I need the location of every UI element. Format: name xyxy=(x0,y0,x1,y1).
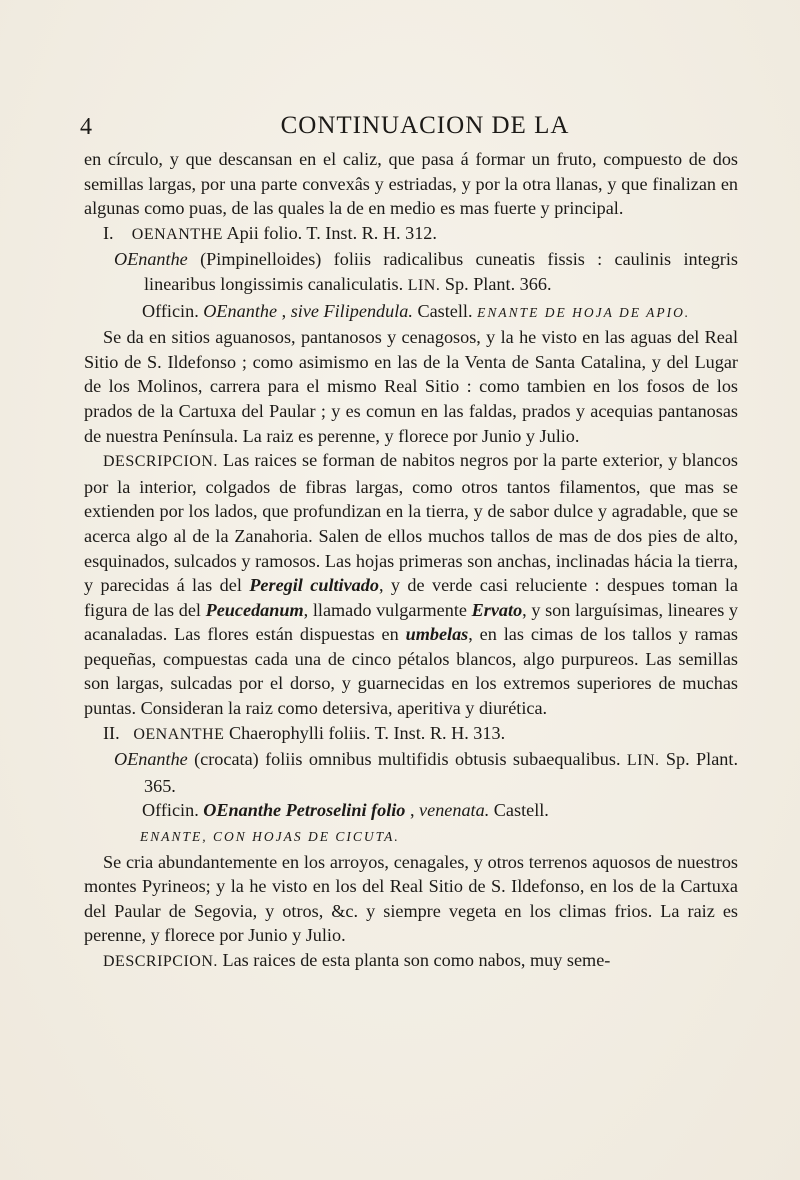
page-header xyxy=(80,112,740,152)
species-2-common-name: ENANTE, CON HOJAS DE CICUTA. xyxy=(140,829,400,845)
species-1-description: DESCRIPCION. Las raices se forman de nabitos negros por la parte exterior, y blancos por la interior, colgados de fibras largas, como otros tantos filamentos, que mas se extienden por los lados, que profundizan en la tierra, y de sabor dulce y agradable, que se acerca algo al de la Zanahoria. Salen de ellos muchos tallos de mas de dos pies de alto, esquinados, sulcados y ramosos. Las hojas primeras son anchas, inclinadas hácia la tierra, y parecidas á las del Peregil cultivado, y de verde casi reluciente : despues toman la figura de las del Peucedanum, llamado vulgarmente Ervato, y son larguísimas, lineares y acanaladas. Las flores están dispuestas en umbelas, en las cimas de los tallos y ramas pequeñas, compuestas cada una de cinco pétalos blancos, algo purpureos. Las semillas son largas, sulcadas por el dorso, y guarnecidas en los extremos superiores de muchas puntas. Consideran la raiz como detersiva, aperitiva y diurética. xyxy=(84,450,739,719)
species-2-officinal: Officin. OEnanthe Petroselini folio , venenata. Castell. xyxy=(142,800,549,821)
species-1-officinal: Officin. OEnanthe , sive Filipendula. Castell. ENANTE DE HOJA DE APIO. xyxy=(142,300,691,321)
species-2-synonym: OEnanthe (crocata) foliis omnibus multifidis obtusis subaequalibus. LIN. Sp. Plant. 365. xyxy=(114,749,738,796)
page-number: 4 xyxy=(80,114,92,140)
species-2-heading: II. OENANTHE Chaerophylli foliis. T. Inst. R. H. 313. xyxy=(103,722,506,743)
species-1-synonym: OEnanthe (Pimpinelloides) foliis radicalibus cuneatis fissis : caulinis integris linearibus longissimis canaliculatis. LIN. Sp. Plant. 366. xyxy=(114,249,738,294)
species-2-habitat: Se cria abundantemente en los arroyos, cenagales, y otros terrenos aquosos de nuestros montes Pyrineos; y la he visto en los del Real Sitio de S. Ildefonso, en los de la Cartuxa del Paular de Segovia, y otros, &c. y siempre vegeta en los climas frios. La raiz es perenne, y florece por Junio y Julio. xyxy=(84,851,738,946)
species-2-description: DESCRIPCION. Las raices de esta planta son como nabos, muy seme- xyxy=(103,950,611,970)
species-1-habitat: Se da en sitios aguanosos, pantanosos y cenagosos, y la he visto en las aguas del Real Sitio de S. Ildefonso ; como asimismo en las de la Venta de Santa Catalina, y del Lugar de los Molinos, carrera para el mismo Real Sitio : como tambien en los fosos de los prados de la Cartuxa del Paular ; y es comun en las faldas, prados y acequias pantanosas de nuestra Península. La raiz es perenne, y florece por Junio y Julio. xyxy=(84,327,738,446)
running-head: CONTINUACION DE LA xyxy=(280,112,570,139)
species-1-heading: I. OENANTHE Apii folio. T. Inst. R. H. 312. xyxy=(103,222,437,243)
page-body xyxy=(84,147,738,975)
paragraph-intro: en círculo, y que descansan en el caliz, que pasa á formar un fruto, compuesto de dos semillas largas, por una parte convexâs y estriadas, y por la otra llanas, y que finalizan en algunas como puas, de las quales la de en medio es mas fuerte y principal. xyxy=(84,149,738,219)
